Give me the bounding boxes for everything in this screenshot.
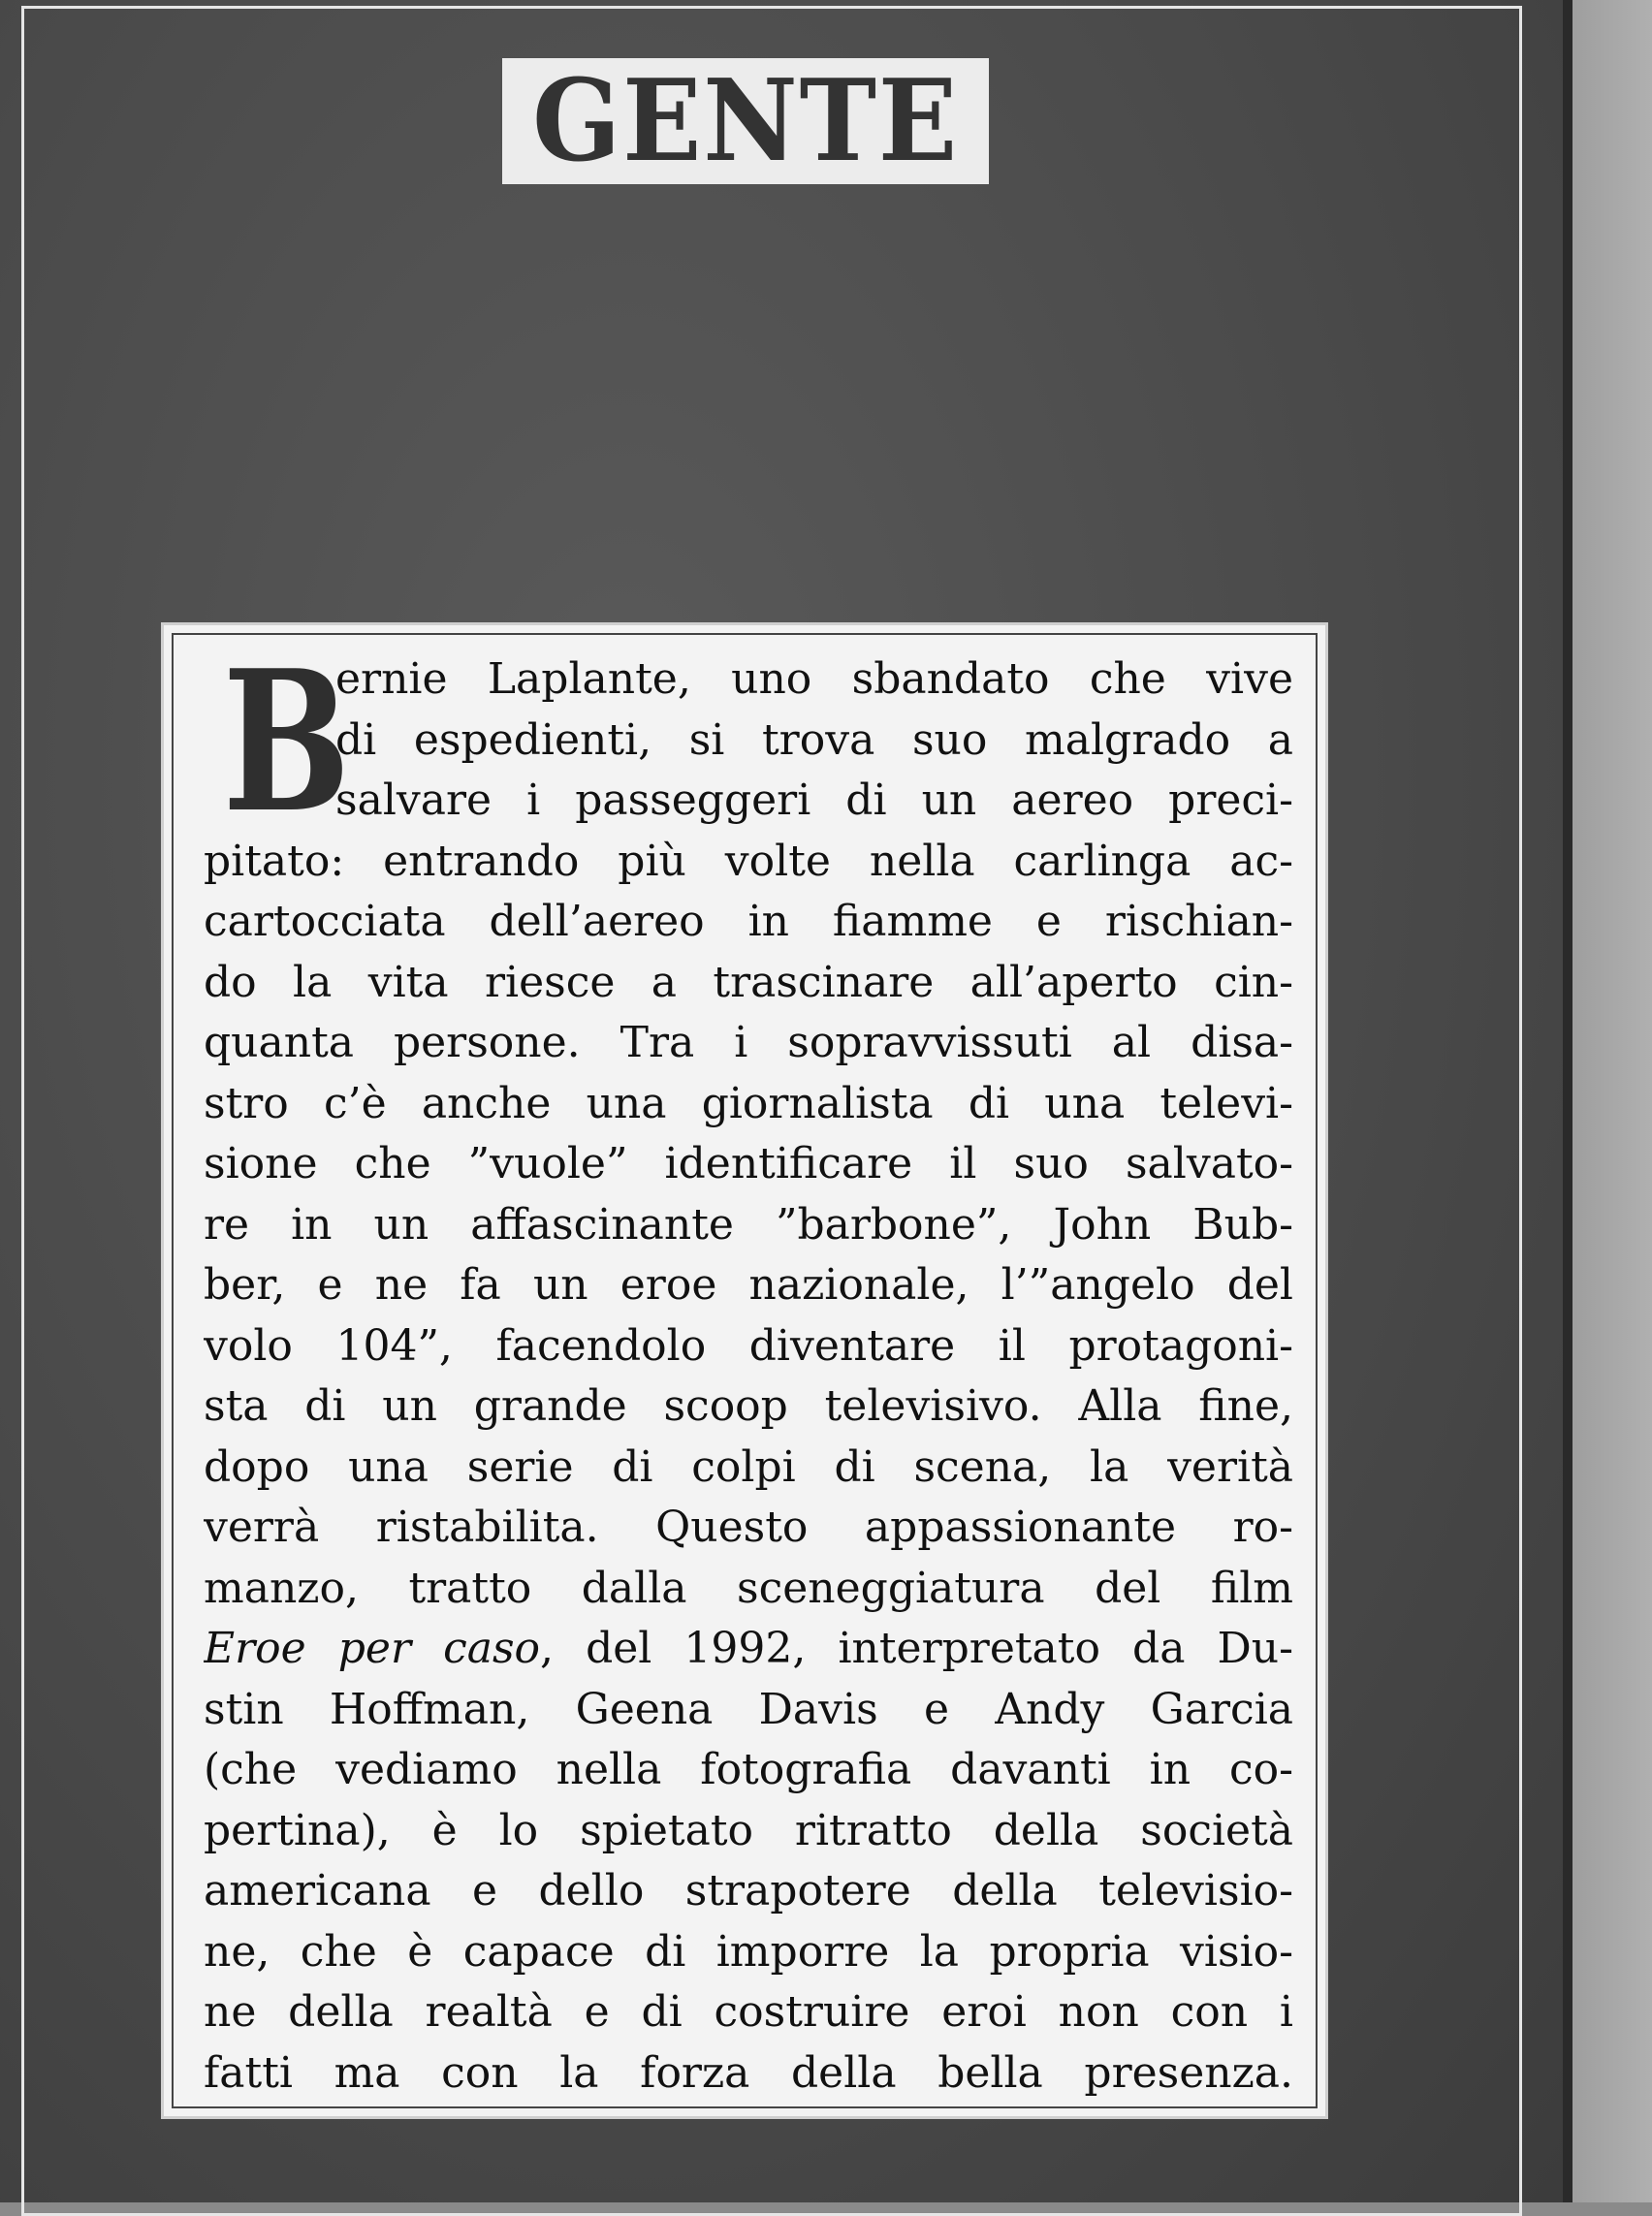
blurb-line: sione che ”vuole” identificare il suo salvato- (204, 1139, 1293, 1188)
blurb-line: quanta persone. Tra i sopravvissuti al disa- (204, 1018, 1293, 1067)
blurb-line: sta di un grande scoop televisivo. Alla fine, (204, 1381, 1293, 1431)
blurb-line: cartocciata dell’aereo in fiamme e rischian- (204, 897, 1293, 946)
blurb-line: ne, che è capace di imporre la propria visio- (204, 1926, 1293, 1977)
drop-cap-letter: B (223, 628, 351, 856)
blurb-line: stro c’è anche una giornalista di una televi- (204, 1078, 1293, 1128)
drop-cap (223, 628, 351, 856)
blurb-line: stin Hoffman, Geena Davis e Andy Garcia (204, 1684, 1293, 1734)
blurb-line-rest: , del 1992, interpretato da Du- (540, 1624, 1293, 1673)
blurb-line: ber, e ne fa un eroe nazionale, l’”angelo del (204, 1260, 1293, 1310)
blurb-line: pitato: entrando più volte nella carlinga ac- (204, 836, 1293, 886)
blurb-line: ne della realtà e di costruire eroi non con i (204, 1987, 1293, 2037)
blurb-line: verrà ristabilita. Questo appassionante ro- (204, 1503, 1293, 1552)
blurb-line: ernie Laplante, uno sbandato che vive (335, 654, 1293, 704)
film-title: Eroe per caso (204, 1624, 541, 1673)
cover-edge (1563, 0, 1573, 2202)
blurb-line: dopo una serie di colpi di scena, la verità (204, 1441, 1293, 1492)
blurb-line: salvare i passeggeri di un aereo preci- (335, 776, 1293, 825)
blurb-line-with-title (204, 1619, 1293, 1680)
blurb-line: fatti ma con la forza della bella presenza. (204, 2047, 1293, 2098)
publisher-logo-text: GENTE (532, 55, 959, 187)
blurb-line: re in un affascinante ”barbone”, John Bub- (204, 1199, 1293, 1250)
blurb-line: volo 104”, facendolo diventare il protagoni- (204, 1320, 1293, 1371)
publisher-logo (502, 55, 989, 187)
blurb-line: (che vediamo nella fotografia davanti in co- (204, 1745, 1293, 1794)
blurb-line: do la vita riesce a trascinare all’aperto cin- (204, 957, 1293, 1007)
blurb-line: pertina), è lo spietato ritratto della società (204, 1805, 1293, 1855)
blurb-line: manzo, tratto dalla sceneggiatura del film (204, 1563, 1293, 1613)
blurb-line: americana e dello strapotere della televisio- (204, 1866, 1293, 1915)
blurb-line: di espedienti, si trova suo malgrado a (335, 714, 1293, 765)
blurb-text (204, 649, 1293, 2104)
